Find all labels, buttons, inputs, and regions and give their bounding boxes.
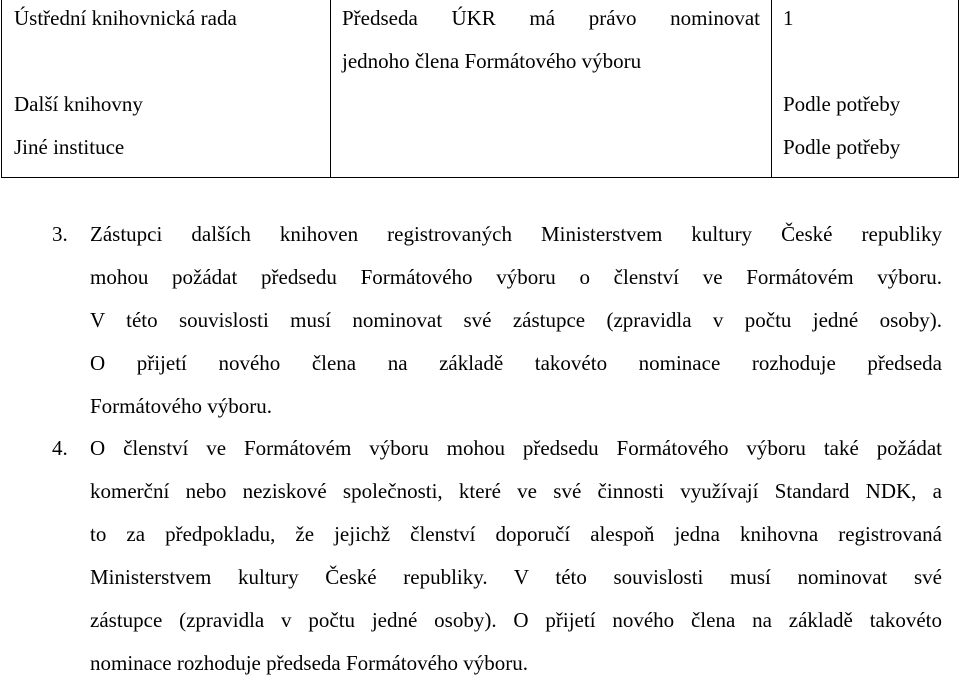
paragraph-line: zástupce (zpravidla v počtu jedné osoby). O přijetí nového člena na základě takovéto [90, 608, 942, 632]
table-column-divider [330, 0, 331, 177]
table-cell-right: Předseda ÚKR má právo nominovat [342, 6, 760, 30]
paragraph-line: O přijetí nového člena na základě takovéto nominace rozhoduje předseda [90, 351, 942, 375]
membership-table [1, 0, 959, 178]
paragraph-line: komerční nebo neziskové společnosti, které ve své činnosti využívají Standard NDK, a [90, 479, 942, 503]
table-cell-count: Podle potřeby [783, 135, 901, 159]
table-cell-institution: Jiné instituce [14, 135, 125, 159]
table-cell-institution: Ústřední knihovnická rada [14, 6, 237, 30]
table-cell-count: Podle potřeby [783, 92, 901, 116]
paragraph-number: 3. [52, 222, 68, 246]
paragraph-line: O členství ve Formátovém výboru mohou předsedu Formátového výboru také požádat [90, 436, 942, 460]
table-cell-count: 1 [783, 6, 794, 30]
table-cell-right: jednoho člena Formátového výboru [342, 49, 642, 73]
paragraph-line: Ministerstvem kultury České republiky. V této souvislosti musí nominovat své [90, 565, 942, 589]
paragraph-line: Zástupci dalších knihoven registrovaných Ministerstvem kultury České republiky [90, 222, 942, 246]
paragraph-line: to za předpokladu, že jejichž členství doporučí alespoň jedna knihovna registrovaná [90, 522, 942, 546]
paragraph-number: 4. [52, 436, 68, 460]
paragraph-line: mohou požádat předsedu Formátového výboru o členství ve Formátovém výboru. [90, 265, 942, 289]
paragraph-line: V této souvislosti musí nominovat své zástupce (zpravidla v počtu jedné osoby). [90, 308, 942, 332]
paragraph-line: nominace rozhoduje předseda Formátového výboru. [90, 651, 528, 675]
table-column-divider [771, 0, 772, 177]
paragraph-line: Formátového výboru. [90, 394, 272, 418]
table-cell-institution: Další knihovny [14, 92, 143, 116]
